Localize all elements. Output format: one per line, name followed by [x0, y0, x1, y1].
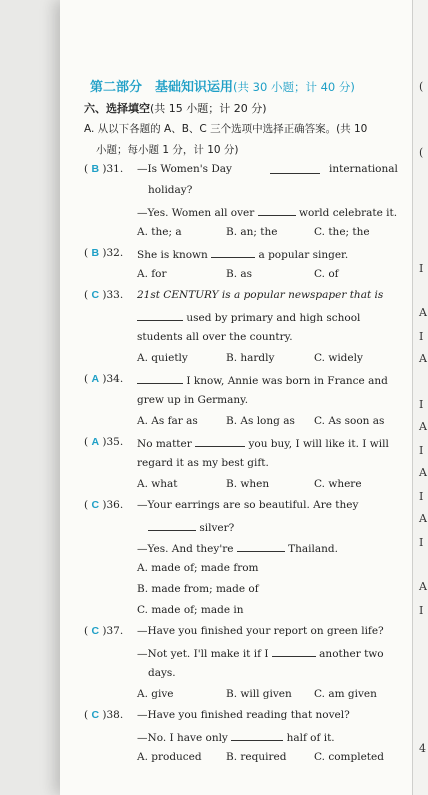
option-b[interactable]: B. will given: [226, 688, 292, 700]
question-number: 38: [106, 709, 120, 721]
part-heading: [84, 100, 267, 116]
option-a[interactable]: A. As far as: [137, 415, 198, 427]
option-c[interactable]: C. As soon as: [314, 415, 385, 427]
option-b[interactable]: B. when: [226, 478, 270, 490]
question-number: 37: [106, 625, 120, 637]
question-text: grew up in Germany.: [137, 394, 249, 406]
question-text: She is known a popular singer.: [137, 249, 349, 261]
option-c[interactable]: C. where: [314, 478, 362, 490]
option-c[interactable]: C. widely: [314, 352, 363, 364]
instruction-line: 小题；每小题 1 分，计 10 分): [96, 144, 239, 156]
option-b[interactable]: B. an; the: [226, 226, 278, 238]
part-label: 六、选择填空: [84, 102, 150, 115]
margin-mark: A: [419, 466, 427, 479]
answer-paren: ( C )38.: [84, 709, 124, 721]
margin-mark: A: [419, 580, 427, 593]
question-number: 32: [106, 247, 120, 259]
option-c[interactable]: C. the; the: [314, 226, 370, 238]
option-a[interactable]: A. produced: [137, 751, 202, 763]
answer-mark: C: [91, 709, 100, 721]
question-text: —Is Women's Day: [137, 163, 232, 175]
question-text: 21st CENTURY is a popular newspaper that is: [137, 289, 384, 301]
option-a[interactable]: A. quietly: [137, 352, 188, 364]
answer-mark: A: [91, 436, 100, 448]
margin-mark: (: [419, 80, 424, 93]
question-text: —Have you finished your report on green life?: [137, 625, 384, 637]
blank[interactable]: [137, 373, 183, 384]
question-text: days.: [148, 667, 176, 679]
question-text: holiday?: [148, 184, 193, 196]
option-b[interactable]: B. made from; made of: [137, 583, 259, 595]
instruction-line: A. 从以下各题的 A、B、C 三个选项中选择正确答案。(共 10: [84, 123, 368, 135]
question-text: —Yes. Women all over world celebrate it.: [137, 207, 398, 219]
question-text: —Yes. And they're Thailand.: [137, 543, 338, 555]
option-a[interactable]: A. made of; made from: [137, 562, 259, 574]
question-text: I know, Annie was born in France and: [137, 373, 388, 387]
answer-paren: ( C )36.: [84, 499, 124, 511]
question-number: 33: [106, 289, 120, 301]
margin-mark: (: [419, 146, 424, 159]
blank[interactable]: [270, 163, 320, 177]
blank[interactable]: [231, 730, 283, 741]
question-text: —Not yet. I'll make it if I another two: [137, 648, 384, 660]
answer-mark: C: [91, 499, 100, 511]
answer-paren: ( C )33.: [84, 289, 124, 301]
question-text: —Your earrings are so beautiful. Are they: [137, 499, 359, 511]
question-text: regard it as my best gift.: [137, 457, 269, 469]
answer-mark: C: [91, 625, 100, 637]
option-a[interactable]: A. the; a: [137, 226, 182, 238]
margin-mark: A: [419, 306, 427, 319]
section-title: [90, 76, 410, 95]
question-text: —Have you finished reading that novel?: [137, 709, 350, 721]
question-text: students all over the country.: [137, 331, 293, 343]
margin-mark: A: [419, 420, 427, 433]
blank[interactable]: [258, 205, 296, 216]
margin-mark: I: [419, 398, 424, 411]
margin-mark: I: [419, 262, 424, 275]
margin-mark: I: [419, 604, 424, 617]
blank[interactable]: [211, 247, 255, 258]
part-score: (共 15 小题；计 20 分): [150, 102, 267, 115]
answer-paren: ( A )34.: [84, 373, 124, 385]
question-number: 35: [106, 436, 120, 448]
margin-mark: I: [419, 490, 424, 503]
margin-mark: A: [419, 512, 427, 525]
option-a[interactable]: A. what: [137, 478, 178, 490]
margin-mark: 4: [419, 742, 426, 755]
margin-mark: I: [419, 330, 424, 343]
blank[interactable]: [137, 310, 183, 321]
question-text: No matter you buy, I will like it. I will: [137, 438, 389, 450]
blank[interactable]: [195, 436, 245, 447]
blank[interactable]: [272, 646, 316, 657]
question-number: 31: [106, 163, 120, 175]
question-text: used by primary and high school: [137, 310, 360, 324]
question-text: silver?: [148, 520, 234, 534]
question-text: international: [329, 163, 398, 175]
blank[interactable]: [148, 520, 196, 531]
section-title-score: (共 30 小题；计 40 分): [233, 80, 355, 94]
option-b[interactable]: B. hardly: [226, 352, 275, 364]
option-c[interactable]: C. of: [314, 268, 339, 280]
question-number: 34: [106, 373, 120, 385]
option-c[interactable]: C. made of; made in: [137, 604, 244, 616]
question-text: —No. I have only half of it.: [137, 732, 335, 744]
option-a[interactable]: A. give: [137, 688, 174, 700]
option-b[interactable]: B. As long as: [226, 415, 295, 427]
next-page-edge: [412, 0, 428, 795]
margin-mark: A: [419, 352, 427, 365]
answer-mark: B: [91, 163, 100, 175]
margin-mark: I: [419, 536, 424, 549]
answer-mark: B: [91, 247, 100, 259]
section-title-text: 第二部分 基础知识运用: [90, 80, 234, 95]
option-c[interactable]: C. completed: [314, 751, 384, 763]
question-number: 36: [106, 499, 120, 511]
margin-mark: I: [419, 444, 424, 457]
answer-paren: ( B )32.: [84, 247, 124, 259]
answer-mark: A: [91, 373, 100, 385]
option-a[interactable]: A. for: [137, 268, 167, 280]
option-b[interactable]: B. as: [226, 268, 253, 280]
answer-paren: ( B )31.: [84, 163, 124, 175]
option-c[interactable]: C. am given: [314, 688, 377, 700]
answer-mark: C: [91, 289, 100, 301]
blank[interactable]: [237, 541, 285, 552]
answer-paren: ( A )35.: [84, 436, 124, 448]
option-b[interactable]: B. required: [226, 751, 287, 763]
answer-paren: ( C )37.: [84, 625, 124, 637]
